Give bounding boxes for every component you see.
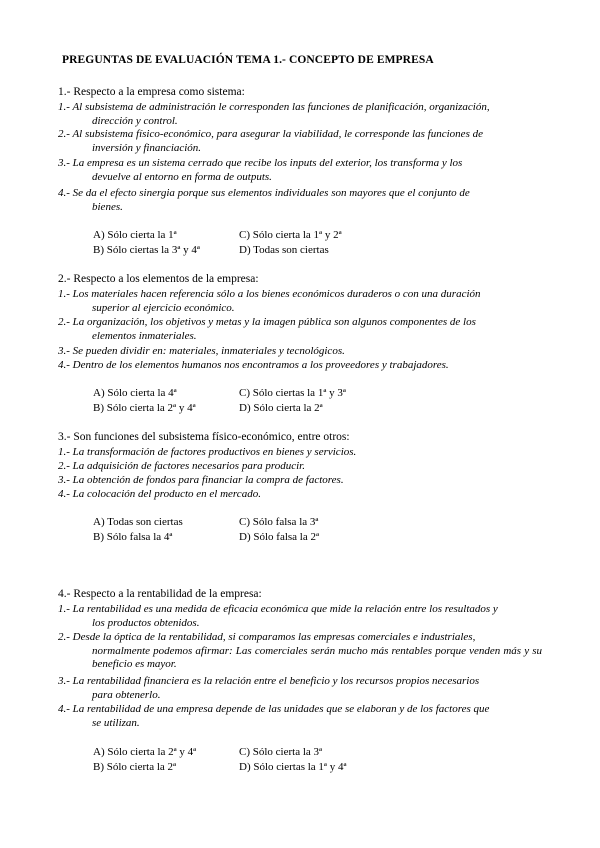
question-2-option-d: D) Sólo cierta la 2ª <box>239 402 323 414</box>
question-2-heading: 2.- Respecto a los elementos de la empresa: <box>58 273 259 285</box>
question-3-item-1: 1.- La transformación de factores productivos en bienes y servicios. <box>58 446 357 458</box>
question-1-option-b: B) Sólo ciertas la 3ª y 4ª <box>93 244 200 256</box>
question-4-option-c: C) Sólo cierta la 3ª <box>239 746 323 758</box>
question-4-option-a: A) Sólo cierta la 2ª y 4ª <box>93 746 197 758</box>
question-2-option-b: B) Sólo cierta la 2ª y 4ª <box>93 402 196 414</box>
question-1-item-2: 2.- Al subsistema físico-económico, para asegurar la viabilidad, le corresponde las funciones de inversión y financiación. <box>58 128 483 154</box>
question-1-item-3: 3.- La empresa es un sistema cerrado que recibe los inputs del exterior, los transforma y los devuelve al entorno en forma de outputs. <box>58 157 463 183</box>
question-4-option-d: D) Sólo ciertas la 1ª y 4ª <box>239 761 347 773</box>
question-2-item-4: 4.- Dentro de los elementos humanos nos encontramos a los proveedores y trabajadores. <box>58 359 449 371</box>
question-4-item-4: 4.- La rentabilidad de una empresa depende de las unidades que se elaboran y de los factores que se utilizan. <box>58 703 490 729</box>
question-3-item-2: 2.- La adquisición de factores necesarios para producir. <box>58 460 305 472</box>
question-1-item-1: 1.- Al subsistema de administración le corresponden las funciones de planificación, organización, dirección y control. <box>58 101 490 127</box>
question-4-option-b: B) Sólo cierta la 2ª <box>93 761 177 773</box>
question-3-option-a: A) Todas son ciertas <box>93 516 183 528</box>
question-3-option-b: B) Sólo falsa la 4ª <box>93 531 173 543</box>
page-title: PREGUNTAS DE EVALUACIÓN TEMA 1.- CONCEPTO DE EMPRESA <box>62 54 434 66</box>
question-4-item-2: 2.- Desde la óptica de la rentabilidad, si comparamos las empresas comerciales e industriales, normalmente podemos afirmar: Las comerciales serán mucho más rentables porque venden más y su beneficio es mayor. <box>58 631 542 670</box>
question-3-item-4: 4.- La colocación del producto en el mercado. <box>58 488 261 500</box>
question-2-item-3: 3.- Se pueden dividir en: materiales, inmateriales y tecnológicos. <box>58 345 345 357</box>
question-4-heading: 4.- Respecto a la rentabilidad de la empresa: <box>58 588 262 600</box>
question-2-item-2: 2.- La organización, los objetivos y metas y la imagen pública son algunos componentes de los elementos inmateriales. <box>58 316 476 342</box>
question-3-item-3: 3.- La obtención de fondos para financiar la compra de factores. <box>58 474 344 486</box>
question-1-option-c: C) Sólo cierta la 1ª y 2ª <box>239 229 342 241</box>
question-1-heading: 1.- Respecto a la empresa como sistema: <box>58 86 245 98</box>
question-3-option-d: D) Sólo falsa la 2ª <box>239 531 320 543</box>
question-4-item-1: 1.- La rentabilidad es una medida de eficacia económica que mide la relación entre los resultados y los productos obtenidos. <box>58 603 498 629</box>
question-1-option-d: D) Todas son ciertas <box>239 244 329 256</box>
question-1-option-a: A) Sólo cierta la 1ª <box>93 229 177 241</box>
question-1-item-4: 4.- Se da el efecto sinergia porque sus elementos individuales son mayores que el conjunto de bienes. <box>58 187 470 213</box>
question-2-option-c: C) Sólo ciertas la 1ª y 3ª <box>239 387 346 399</box>
question-4-item-3: 3.- La rentabilidad financiera es la relación entre el beneficio y los recursos propios necesarios para obtenerlo. <box>58 675 480 701</box>
question-2-item-1: 1.- Los materiales hacen referencia sólo a los bienes económicos duraderos o con una duración superior al ejercicio económico. <box>58 288 481 314</box>
question-3-option-c: C) Sólo falsa la 3ª <box>239 516 319 528</box>
question-2-option-a: A) Sólo cierta la 4ª <box>93 387 177 399</box>
question-3-heading: 3.- Son funciones del subsistema físico-económico, entre otros: <box>58 431 350 443</box>
